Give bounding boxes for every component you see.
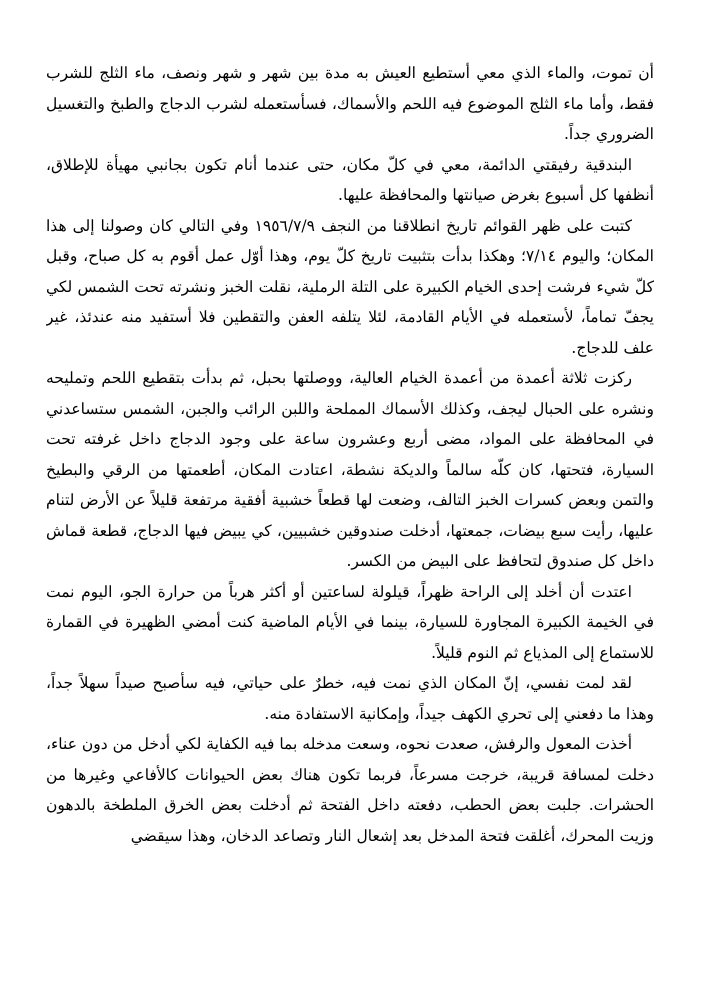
paragraph-rifle: البندقية رفيقتي الدائمة، معي في كلّ مكان، حتى عندما أنام تكون بجانبي مهيأة للإطلاق، أنظفها كل أسبوع بغرض صيانتها والمحافظة عليها. [46,155,654,204]
paragraph-cave-thought: لقد لمت نفسي، إنّ المكان الذي نمت فيه، خطرٌ على حياتي، فيه سأصبح صيداً سهلاً جداً، وهذا ما دفعني إلى تحري الكهف جيداً، وإمكانية الاستفادة منه. [46,674,654,723]
paragraph-cave-clearing: أخذت المعول والرفش، صعدت نحوه، وسعت مدخله بما فيه الكفاية لكي أدخل من دون عناء، دخلت لمسافة قريبة، خرجت مسرعاً، فربما تكون هناك بعض الحيوانات كالأفاعي وغيرها من الحشرات. جلبت بعض الحطب، دفعته داخل الفتحة ثم أدخلت بعض الخرق الملطخة بالدهون وزيت المحرك، أغلقت فتحة المدخل بعد إشعال النار وتصاعد الدخان، وهذا سيقضي [46,735,654,845]
paragraph-dates-bread: كتبت على ظهر القوائم تاريخ انطلاقنا من النجف ١٩٥٦/٧/٩ وفي التالي كان وصولنا إلى هذا المكان؛ واليوم ٧/١٤؛ وهكذا بدأت بتثبيت تاريخ كلّ يوم، وهذا أوّل عمل أقوم به كل صباح، وقبل كلّ شيء فرشت إحدى الخيام الكبيرة على التلة الرملية، نقلت الخبز ونشرته تحت الشمس لكي يجفّ تماماً، لأستعمله في الأيام القادمة، لئلا يتلفه العفن والتقطين فلا أستفيد منه عندئذ، غير علف للدجاج. [46,216,654,357]
document-page [46,58,654,988]
paragraph-afternoon-rest: اعتدت أن أخلد إلى الراحة ظهراً، قيلولة لساعتين أو أكثر هرباً من حرارة الجو، اليوم نمت في الخيمة الكبيرة المجاورة للسيارة، بينما في الأيام الماضية كنت أمضي الظهيرة في القمارة للاستماع إلى المذياع ثم النوم قليلاً. [46,582,654,662]
paragraph-water-supply: أن تموت، والماء الذي معي أستطيع العيش به مدة بين شهر و شهر ونصف، ماء الثلج للشرب فقط، وأما ماء الثلج الموضوع فيه اللحم والأسماك، فسأستعمله لشرب الدجاج والطبخ والتغسيل الضروري جداً. [46,64,654,143]
paragraph-meat-chickens: ركزت ثلاثة أعمدة من أعمدة الخيام العالية، ووصلتها بحبل، ثم بدأت بتقطيع اللحم وتمليحه ونشره على الحبال ليجف، وكذلك الأسماك المملحة واللبن الرائب والجبن، الشمس ستساعدني في المحافظة على المواد، مضى أربع وعشرون ساعة على وجود الدجاج داخل غرفته تحت السيارة، فتحتها، كان كلّه سالماً والديكة نشطة، اعتادت المكان، أطعمتها من الرقي والبطيخ والتمن وبعض كسرات الخبز التالف، وضعت لها قطعاً خشبية أفقية مرتفعة قليلاً عن الأرض لتنام عليها، رأيت سبع بيضات، جمعتها، أدخلت صندوقين خشبيين، كي يبيض فيها الدجاج، قطعة قماش داخل كل صندوق لتحافظ على البيض من الكسر. [46,369,654,570]
